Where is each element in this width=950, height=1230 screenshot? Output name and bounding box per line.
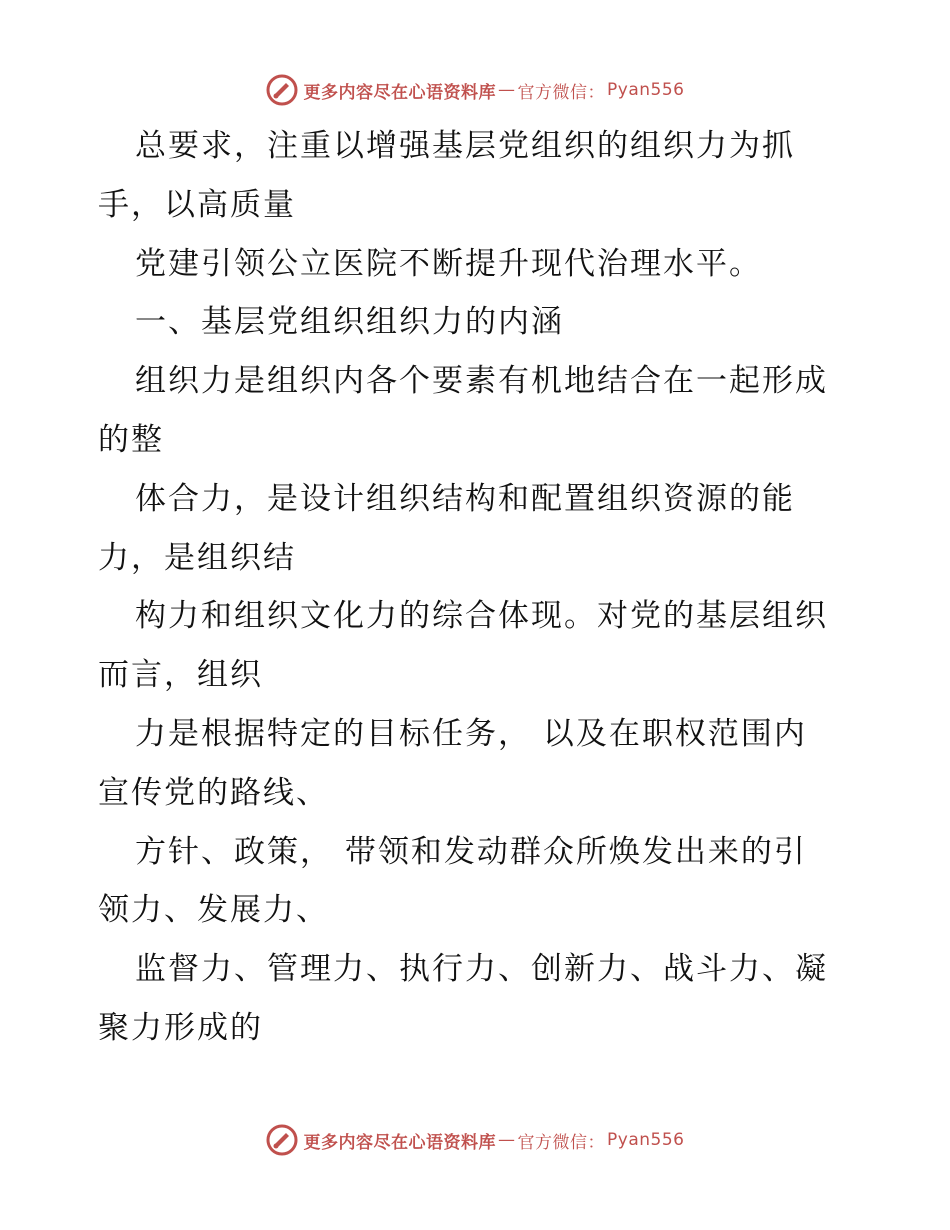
text-line: 构力和组织文化力的综合体现。对党的基层组织	[135, 598, 828, 635]
text-line: 手，以高质量	[98, 186, 296, 223]
watermark-account: Pyan556	[607, 1130, 685, 1150]
watermark-dash: —	[498, 80, 516, 100]
document-body	[98, 117, 858, 1058]
brand-logo-icon	[266, 1124, 298, 1156]
text-line: 领力、发展力、	[98, 892, 329, 929]
watermark-label: 官方微信：	[517, 1132, 606, 1153]
section-heading: 一、基层党组织组织力的内涵	[135, 304, 564, 341]
brand-logo-icon	[266, 74, 298, 106]
text-line: 力是根据特定的目标任务， 以及在职权范围内	[135, 715, 807, 752]
text-line: 总要求，注重以增强基层党组织的组织力为抓	[135, 128, 795, 164]
text-line: 宣传党的路线、	[98, 774, 329, 811]
text-line: 监督力、管理力、执行力、创新力、战斗力、凝	[135, 951, 828, 988]
text-line: 的整	[98, 421, 164, 458]
text-line: 组织力是组织内各个要素有机地结合在一起形成	[135, 363, 828, 400]
text-line: 党建引领公立医院不断提升现代治理水平。	[135, 245, 762, 282]
watermark-label: 官方微信：	[517, 82, 606, 103]
text-line: 而言，组织	[98, 657, 263, 694]
text-line: 体合力，是设计组织结构和配置组织资源的能	[135, 480, 795, 517]
watermark-brand: 更多内容尽在心语资料库	[303, 1132, 497, 1153]
watermark-account: Pyan556	[607, 80, 685, 100]
text-line: 力，是组织结	[98, 539, 296, 576]
header-watermark	[0, 70, 950, 110]
footer-watermark	[0, 1120, 950, 1160]
text-line: 聚力形成的	[98, 1009, 263, 1046]
watermark-brand: 更多内容尽在心语资料库	[303, 82, 497, 103]
watermark-dash: —	[498, 1130, 516, 1150]
text-line: 方针、政策， 带领和发动群众所焕发出来的引	[135, 833, 807, 870]
